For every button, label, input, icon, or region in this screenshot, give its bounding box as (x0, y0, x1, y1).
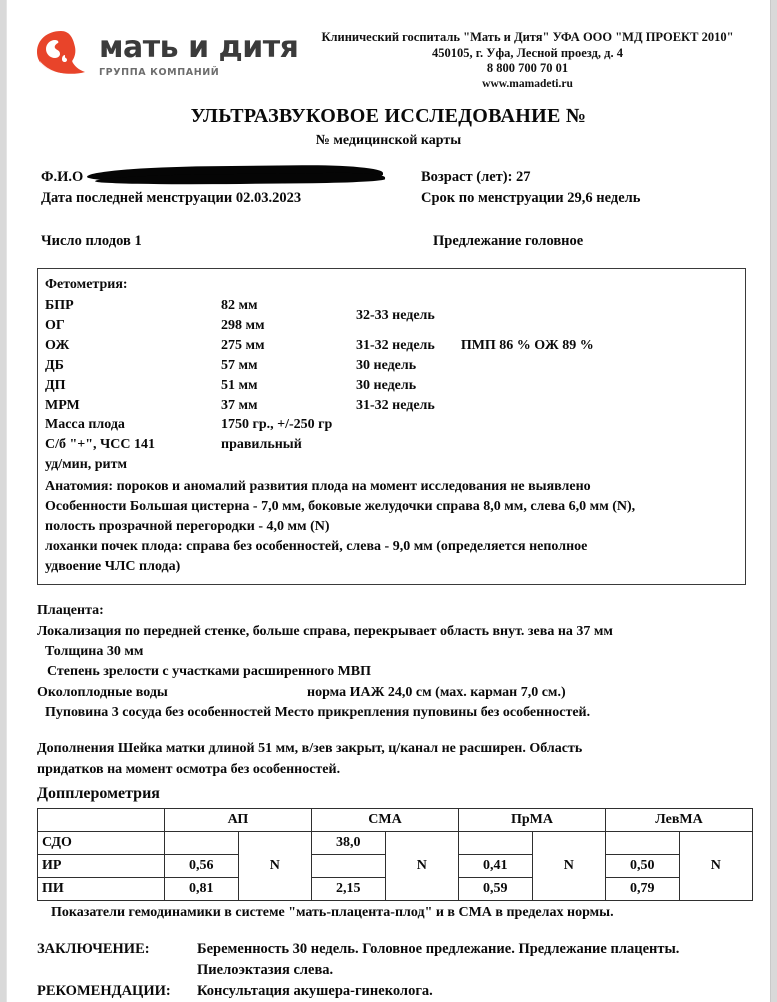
conclusion-row (37, 939, 750, 960)
fetometry-row-value: 57 мм (221, 357, 258, 373)
table-col-header-ap: АП (165, 808, 312, 831)
conclusion-text-2: Пиелоэктазия слева. (197, 962, 334, 978)
fetometry-row-name: С/б "+", ЧСС 141 (45, 437, 156, 453)
fetometry-row-value: 51 мм (221, 377, 258, 393)
fetometry-row-note (356, 336, 737, 356)
fetometry-row-value: 37 мм (221, 397, 258, 413)
dopplerometry-table (37, 808, 753, 901)
fio-field (41, 167, 421, 188)
recommendation-row (37, 981, 750, 1002)
fetometry-row-value: правильный (221, 437, 302, 453)
hemodynamics-note: Показатели гемодинамики в системе "мать-плацента-плод" и в СМА в пределах нормы. (51, 904, 614, 920)
fetometry-row (45, 376, 737, 396)
cell-n-sma: N (385, 831, 459, 900)
table-header-row (38, 808, 753, 831)
cell-ir-levma: 0,50 (606, 854, 680, 877)
fetometry-row-name: ДБ (45, 357, 64, 373)
conclusion-label: ЗАКЛЮЧЕНИЕ: (37, 940, 150, 957)
fetometry-row-value: 82 мм (221, 298, 258, 314)
fetometry-box (37, 268, 746, 585)
mother-and-child-logo-icon (31, 28, 91, 82)
placenta-thickness: Толщина 30 мм (45, 644, 144, 660)
cell-sdo-levma (606, 831, 680, 854)
fetometry-percentiles: ПМП 86 % ОЖ 89 % (460, 337, 594, 353)
clinic-website: www.mamadeti.ru (482, 77, 573, 90)
fetometry-row (45, 336, 737, 356)
fetometry-row-note (356, 455, 737, 475)
conclusion-text: Беременность 30 недель. Головное предлежание. Предлежание плаценты. (197, 940, 680, 957)
fetometry-row-value: 1750 гр., +/-250 гр (221, 417, 333, 433)
table-corner-cell (38, 808, 165, 831)
fio-label: Ф.И.О (41, 169, 84, 186)
clinic-logo (31, 28, 303, 82)
additions-line-1: Дополнения Шейка матки длиной 51 мм, в/зев закрыт, ц/канал не расширен. Область (37, 741, 583, 757)
cell-sdo-ap (165, 831, 239, 854)
fetometry-row-note: 30 недель (356, 357, 417, 373)
fetometry-row-note: 31-32 недель (356, 397, 435, 413)
table-col-header-sma: СМА (312, 808, 459, 831)
dopplerometry-title: Допплерометрия (37, 784, 160, 802)
patient-row-fetus (41, 231, 750, 252)
page-subtitle: № медицинской карты (315, 133, 462, 149)
amniotic-fluid-label: Околоплодные воды (37, 684, 168, 700)
anatomy-line: Анатомия: пороков и аномалий развития плода на момент исследования не выявлено (45, 479, 591, 495)
cell-pi-sma: 2,15 (312, 877, 386, 900)
fetometry-row-note: 32-33 недель (356, 308, 435, 324)
clinic-phone: 8 800 700 70 01 (486, 61, 569, 76)
placenta-localization: Локализация по передней стенке, больше справа, перекрывает область внут. зева на 37 мм (37, 623, 613, 639)
logo-word: мать и дитя (99, 29, 299, 65)
fetometry-row-note (356, 415, 737, 435)
additions-line-2: придатков на момент осмотра без особенностей. (37, 761, 341, 777)
features-line-1: Особенности Большая цистерна - 7,0 мм, боковые желудочки справа 8,0 мм, слева 6,0 мм (N), (45, 498, 636, 514)
kidneys-line-1: лоханки почек плода: справа без особенностей, слева - 9,0 мм (определяется неполное (45, 538, 588, 554)
clinic-info (303, 28, 752, 91)
recommendation-text: Консультация акушера-гинеколога. (197, 983, 433, 1000)
amniotic-fluid-value: норма ИАЖ 24,0 см (мах. карман 7,0 см.) (307, 684, 566, 700)
fetometry-row-name: БПР (45, 298, 74, 314)
features-line-2: полость прозрачной перегородки - 4,0 мм (N) (45, 518, 330, 534)
table-col-header-prma: ПрМА (459, 808, 606, 831)
clinic-name: Клинический госпиталь "Мать и Дитя" УФА ООО "МД ПРОЕКТ 2010" (321, 30, 734, 44)
placenta-title: Плацента: (37, 603, 104, 619)
kidneys-line-2: удвоение ЧЛС плода) (45, 558, 181, 574)
table-row-label-ir: ИР (38, 854, 165, 877)
gestational-term-field: Срок по менструации 29,6 недель (421, 190, 641, 207)
fetometry-row (45, 396, 737, 416)
fetometry-row (45, 435, 737, 455)
fetometry-row-value: 298 мм (221, 318, 265, 334)
fetometry-row (45, 455, 737, 475)
table-row-label-pi: ПИ (38, 877, 165, 900)
patient-row-name (41, 167, 750, 188)
patient-section (7, 167, 770, 252)
fetometry-row (45, 356, 737, 376)
presentation-field: Предлежание головное (433, 233, 584, 250)
table-row (38, 831, 753, 854)
fetometry-row-name: ОГ (45, 318, 65, 334)
clinic-address: 450105, г. Уфа, Лесной проезд, д. 4 (432, 45, 623, 60)
cell-n-levma: N (679, 831, 753, 900)
conclusion-section (37, 939, 750, 1002)
additions-section (37, 739, 746, 805)
fetometry-row-note (356, 435, 737, 455)
cell-sdo-sma: 38,0 (312, 831, 386, 854)
table-col-header-levma: ЛевМА (606, 808, 753, 831)
cell-pi-levma: 0,79 (606, 877, 680, 900)
last-menstruation-field: Дата последней менструации 02.03.2023 (41, 190, 302, 207)
logo-wordmark (99, 29, 299, 78)
cell-ir-ap: 0,56 (165, 854, 239, 877)
page-title: УЛЬТРАЗВУКОВОЕ ИССЛЕДОВАНИЕ № (190, 105, 587, 128)
fetometry-row-note: 30 недель (356, 377, 417, 393)
document-page (6, 0, 771, 1002)
fetometry-row (45, 308, 737, 336)
fetometry-findings (45, 477, 737, 576)
fetometry-row-name: ОЖ (45, 337, 70, 353)
fetometry-weeks: 31-32 недель (356, 337, 435, 353)
dopplerometry-table-wrap (37, 808, 752, 901)
cell-pi-ap: 0,81 (165, 877, 239, 900)
recommendation-label: РЕКОМЕНДАЦИИ: (37, 983, 171, 1000)
amniotic-fluid-row (37, 683, 746, 703)
fetometry-row (45, 415, 737, 435)
umbilical-cord-line: Пуповина 3 сосуда без особенностей Место прикрепления пуповины без особенностей. (45, 704, 591, 720)
age-field: Возраст (лет): 27 (421, 169, 531, 186)
fetometry-row-value (221, 455, 356, 475)
fetometry-title: Фетометрия: (45, 277, 128, 293)
fetometry-row-name: ДП (45, 377, 66, 393)
cell-sdo-prma (459, 831, 533, 854)
cell-pi-prma: 0,59 (459, 877, 533, 900)
cell-ir-prma: 0,41 (459, 854, 533, 877)
cell-ir-sma (312, 854, 386, 877)
fetometry-row-value: 275 мм (221, 337, 265, 353)
document-header (7, 0, 770, 91)
fetometry-row-name: Масса плода (45, 417, 125, 433)
cell-n-ap: N (238, 831, 312, 900)
patient-row-dates (41, 188, 750, 209)
cell-n-prma: N (532, 831, 606, 900)
placenta-section (37, 601, 746, 723)
fetometry-row-name: МРМ (45, 397, 80, 413)
redaction-mark (87, 165, 383, 185)
title-section (7, 105, 770, 149)
fetus-count-field: Число плодов 1 (41, 233, 142, 250)
logo-subtitle: ГРУППА КОМПАНИЙ (99, 66, 220, 78)
placenta-maturity: Степень зрелости с участками расширенного МВП (47, 664, 372, 680)
table-row-label-sdo: СДО (38, 831, 165, 854)
fetometry-row-name: уд/мин, ритм (45, 457, 128, 473)
